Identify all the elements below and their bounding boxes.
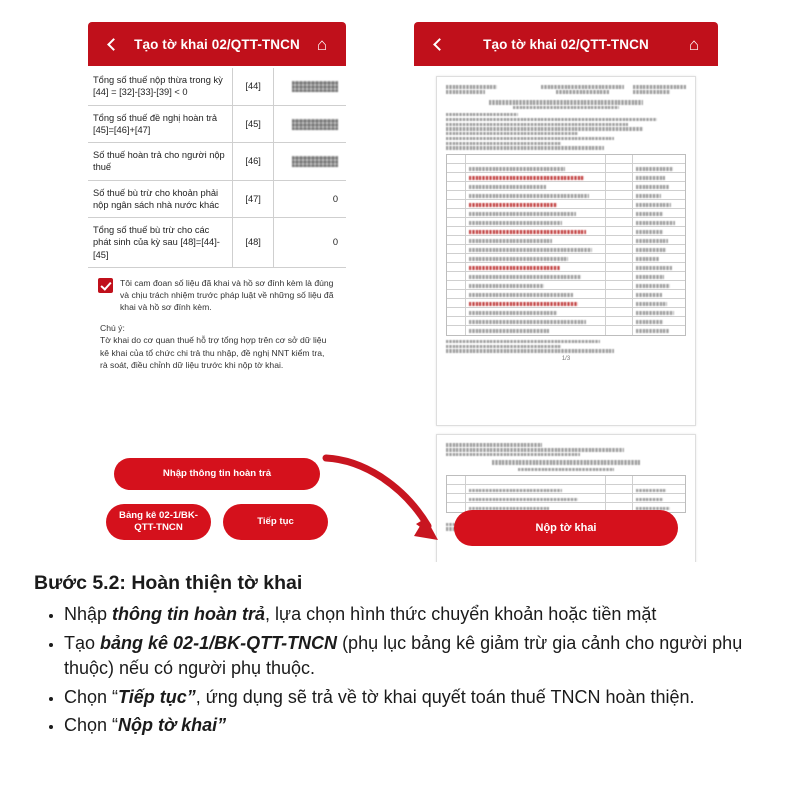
submit-declaration-button[interactable]: Nộp tờ khai xyxy=(454,510,678,546)
note-block xyxy=(88,318,346,372)
grid-row xyxy=(447,494,685,503)
grid-row xyxy=(447,227,685,236)
grid-row xyxy=(447,299,685,308)
blurred-value xyxy=(292,81,338,92)
item-pre: Nhập xyxy=(64,604,113,624)
caption-block xyxy=(34,572,774,742)
list-item xyxy=(64,685,774,711)
table-row xyxy=(88,143,346,181)
item-bold: Tiếp tục” xyxy=(118,686,196,707)
row-code: [46] xyxy=(232,143,273,181)
annex-button[interactable]: Bảng kê 02-1/BK-QTT-TNCN xyxy=(106,504,211,540)
row-code: [47] xyxy=(232,180,273,218)
document-intro-lines xyxy=(446,113,686,150)
grid-row xyxy=(447,200,685,209)
row-code: [44] xyxy=(232,68,273,105)
item-post: , ứng dụng sẽ trả về tờ khai quyết toán thuế TNCN hoàn thiện. xyxy=(195,686,695,707)
item-bold: bảng kê 02-1/BK-QTT-TNCN xyxy=(100,632,338,653)
blurred-value xyxy=(292,156,338,167)
grid-row xyxy=(447,254,685,263)
table-row xyxy=(88,68,346,105)
home-icon[interactable]: ⌂ xyxy=(316,34,328,54)
declaration-preview[interactable] xyxy=(414,66,718,562)
list-item xyxy=(64,602,774,628)
app-bar-right xyxy=(414,22,718,66)
table-row xyxy=(88,105,346,143)
header-center-block xyxy=(540,84,626,95)
grid-row xyxy=(447,317,685,326)
annex-grid xyxy=(446,475,686,513)
item-post: (phụ lục bảng kê giảm trừ gia cảnh cho người phụ thuộc) nếu có người phụ thuộc. xyxy=(64,632,743,679)
item-pre: Chọn “ xyxy=(64,686,119,707)
phone-screen-left xyxy=(88,22,346,562)
grid-row xyxy=(447,272,685,281)
continue-button[interactable]: Tiếp tục xyxy=(223,504,328,540)
document-footer-lines xyxy=(446,340,686,353)
row-label: Tổng số thuế nộp thừa trong kỳ [44] = [32]-[33]-[39] < 0 xyxy=(88,68,232,105)
row-label: Số thuế hoàn trả cho người nộp thuế xyxy=(88,143,232,181)
tax-summary-table xyxy=(88,68,346,268)
refund-info-button[interactable]: Nhập thông tin hoàn trả xyxy=(114,458,320,490)
grid-row xyxy=(447,218,685,227)
left-phone-content xyxy=(88,66,346,562)
grid-row xyxy=(447,236,685,245)
app-bar-title-right: Tạo tờ khai 02/QTT-TNCN xyxy=(483,36,649,52)
note-title: Chú ý: xyxy=(100,322,125,333)
item-bold: Nộp tờ khai” xyxy=(118,715,227,736)
caption-list xyxy=(34,602,774,739)
grid-row xyxy=(447,164,685,173)
row-label: Số thuế bù trừ cho khoản phải nộp ngân sách nhà nước khác xyxy=(88,180,232,218)
grid-row xyxy=(447,173,685,182)
item-post: , lựa chọn hình thức chuyển khoản hoặc tiền mặt xyxy=(265,604,657,624)
row-value xyxy=(274,143,346,181)
grid-row xyxy=(447,290,685,299)
row-code: [45] xyxy=(232,105,273,143)
row-value xyxy=(274,68,346,105)
home-icon[interactable]: ⌂ xyxy=(688,34,700,54)
app-bar-title-left: Tạo tờ khai 02/QTT-TNCN xyxy=(134,36,300,52)
document-header xyxy=(446,84,686,95)
grid-row xyxy=(447,191,685,200)
grid-row xyxy=(447,263,685,272)
table-row xyxy=(88,180,346,218)
row-label: Tổng số thuế đề nghị hoàn trả [45]=[46]+[47] xyxy=(88,105,232,143)
row-code: [48] xyxy=(232,218,273,268)
grid-header-row xyxy=(447,476,685,485)
item-bold: thông tin hoàn trả xyxy=(112,604,266,624)
grid-row xyxy=(447,182,685,191)
row-label: Tổng số thuế bù trừ cho các phát sinh của kỳ sau [48]=[44]-[45] xyxy=(88,218,232,268)
app-bar-left xyxy=(88,22,346,66)
pledge-checkbox-row[interactable] xyxy=(88,268,346,318)
grid-row xyxy=(447,245,685,254)
list-item xyxy=(64,713,774,739)
grid-row xyxy=(447,308,685,317)
grid-header-row xyxy=(447,155,685,164)
grid-row xyxy=(447,485,685,494)
back-chevron-icon[interactable] xyxy=(426,32,450,56)
header-right-block xyxy=(633,84,686,95)
grid-row xyxy=(447,281,685,290)
pledge-text: Tôi cam đoan số liệu đã khai và hồ sơ đính kèm là đúng và chịu trách nhiệm trước pháp luật về những số liệu đã khai và hồ sơ đính kèm. xyxy=(120,277,334,313)
row-value xyxy=(274,105,346,143)
header-left-block xyxy=(446,84,532,95)
item-pre: Tạo xyxy=(64,632,101,653)
grid-row xyxy=(447,209,685,218)
phone-screen-right xyxy=(414,22,718,562)
table-row xyxy=(88,218,346,268)
bottom-button-row xyxy=(106,504,328,540)
arrow-pointing-to-submit xyxy=(320,452,450,562)
document-page-1 xyxy=(436,76,696,426)
row-value: 0 xyxy=(274,218,346,268)
row-value: 0 xyxy=(274,180,346,218)
back-chevron-icon[interactable] xyxy=(100,32,124,56)
pledge-checkbox[interactable] xyxy=(98,278,113,293)
grid-row xyxy=(447,326,685,335)
document-data-grid xyxy=(446,154,686,336)
right-phone-content xyxy=(414,66,718,562)
document-page-number: 1/3 xyxy=(561,355,571,362)
item-pre: Chọn “ xyxy=(64,715,119,736)
note-text: Tờ khai do cơ quan thuế hỗ trợ tổng hợp trên cơ sở dữ liệu kê khai của tổ chức chi trả thu nhập, đề nghị NNT kiểm tra, rà soát, điều chỉnh dữ liệu trước khi nộp tờ khai. xyxy=(100,335,327,371)
list-item xyxy=(64,631,774,682)
blurred-value xyxy=(292,119,338,130)
caption-title: Bước 5.2: Hoàn thiện tờ khai xyxy=(34,572,303,594)
